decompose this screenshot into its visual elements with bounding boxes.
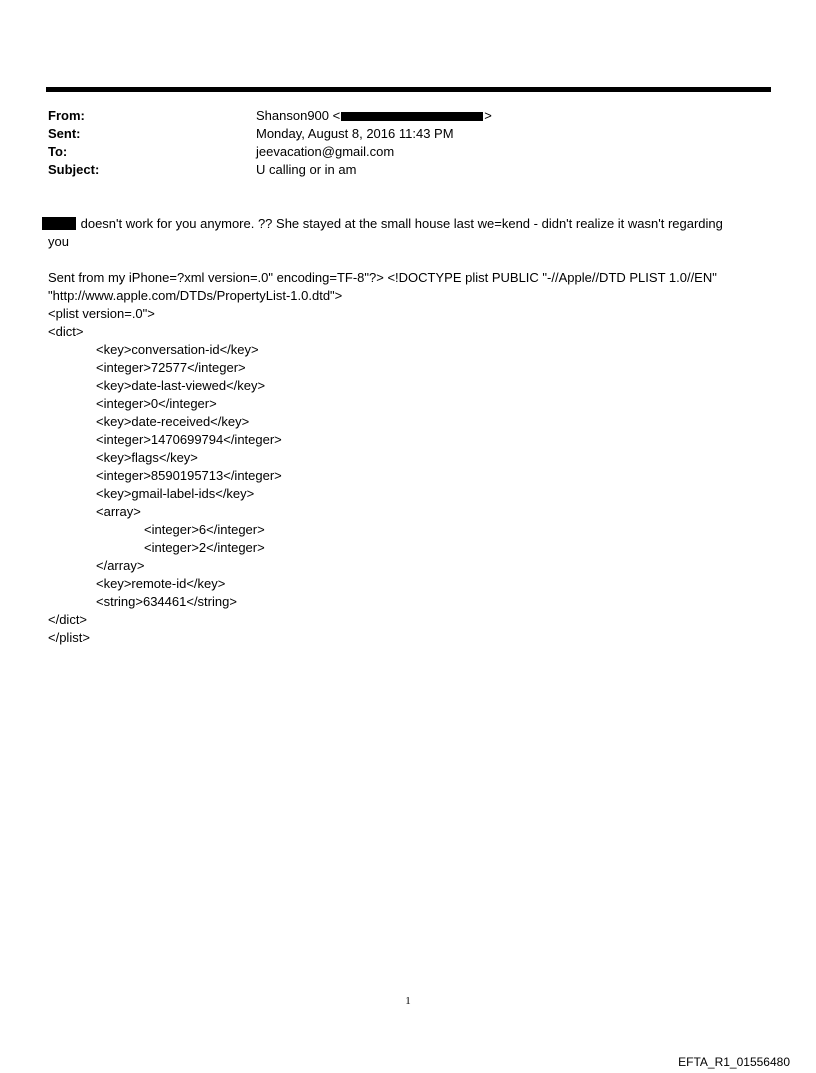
header-divider bbox=[46, 87, 771, 92]
to-label: To: bbox=[48, 144, 68, 159]
from-suffix: > bbox=[484, 108, 492, 123]
page-number: 1 bbox=[405, 995, 411, 1007]
from-value bbox=[256, 107, 492, 125]
sent-label: Sent: bbox=[48, 126, 81, 141]
subject-row bbox=[48, 161, 748, 179]
plist-line: <key>date-received</key> bbox=[96, 414, 250, 429]
plist-line: <dict> bbox=[48, 324, 84, 339]
from-row bbox=[48, 107, 748, 125]
plist-line: <key>remote-id</key> bbox=[96, 576, 226, 591]
dtd-line: "http://www.apple.com/DTDs/PropertyList-1.0.dtd"> bbox=[48, 288, 343, 303]
redaction-box bbox=[341, 112, 483, 121]
redaction-box bbox=[42, 217, 76, 230]
message-line: you bbox=[48, 234, 69, 249]
sent-from-line: Sent from my iPhone=?xml version=.0" encoding=TF-8"?> <!DOCTYPE plist PUBLIC "-//Apple//DTD PLIST 1.0//EN" bbox=[48, 270, 717, 285]
subject-label: Subject: bbox=[48, 162, 100, 177]
plist-line: <integer>6</integer> bbox=[144, 522, 265, 537]
plist-line: <integer>2</integer> bbox=[144, 540, 265, 555]
plist-line: <key>gmail-label-ids</key> bbox=[96, 486, 255, 501]
plist-block bbox=[48, 305, 773, 647]
plist-line: </array> bbox=[96, 558, 145, 573]
plist-line: <string>634461</string> bbox=[96, 594, 237, 609]
email-header bbox=[48, 107, 748, 179]
to-row bbox=[48, 143, 748, 161]
plist-line: <integer>0</integer> bbox=[96, 396, 217, 411]
subject-value: U calling or in am bbox=[256, 162, 357, 177]
plist-line: </plist> bbox=[48, 630, 90, 645]
plist-line: <integer>8590195713</integer> bbox=[96, 468, 282, 483]
from-label: From: bbox=[48, 108, 85, 123]
plist-line: <integer>1470699794</integer> bbox=[96, 432, 282, 447]
from-name: Shanson900 < bbox=[256, 108, 341, 123]
plist-line: <key>date-last-viewed</key> bbox=[96, 378, 266, 393]
to-value: jeevacation@gmail.com bbox=[256, 144, 395, 159]
email-body bbox=[48, 215, 773, 647]
plist-line: <array> bbox=[96, 504, 141, 519]
plist-line: </dict> bbox=[48, 612, 88, 627]
sent-row bbox=[48, 125, 748, 143]
document-id: EFTA_R1_01556480 bbox=[678, 1055, 790, 1069]
sent-value: Monday, August 8, 2016 11:43 PM bbox=[256, 126, 454, 141]
message-text: doesn't work for you anymore. ?? She stayed at the small house last we=kend - didn't realize it wasn't regarding bbox=[77, 216, 723, 231]
plist-line: <key>conversation-id</key> bbox=[96, 342, 259, 357]
plist-line: <integer>72577</integer> bbox=[96, 360, 246, 375]
plist-line: <key>flags</key> bbox=[96, 450, 198, 465]
message-line bbox=[42, 215, 773, 233]
plist-line: <plist version=.0"> bbox=[48, 306, 155, 321]
